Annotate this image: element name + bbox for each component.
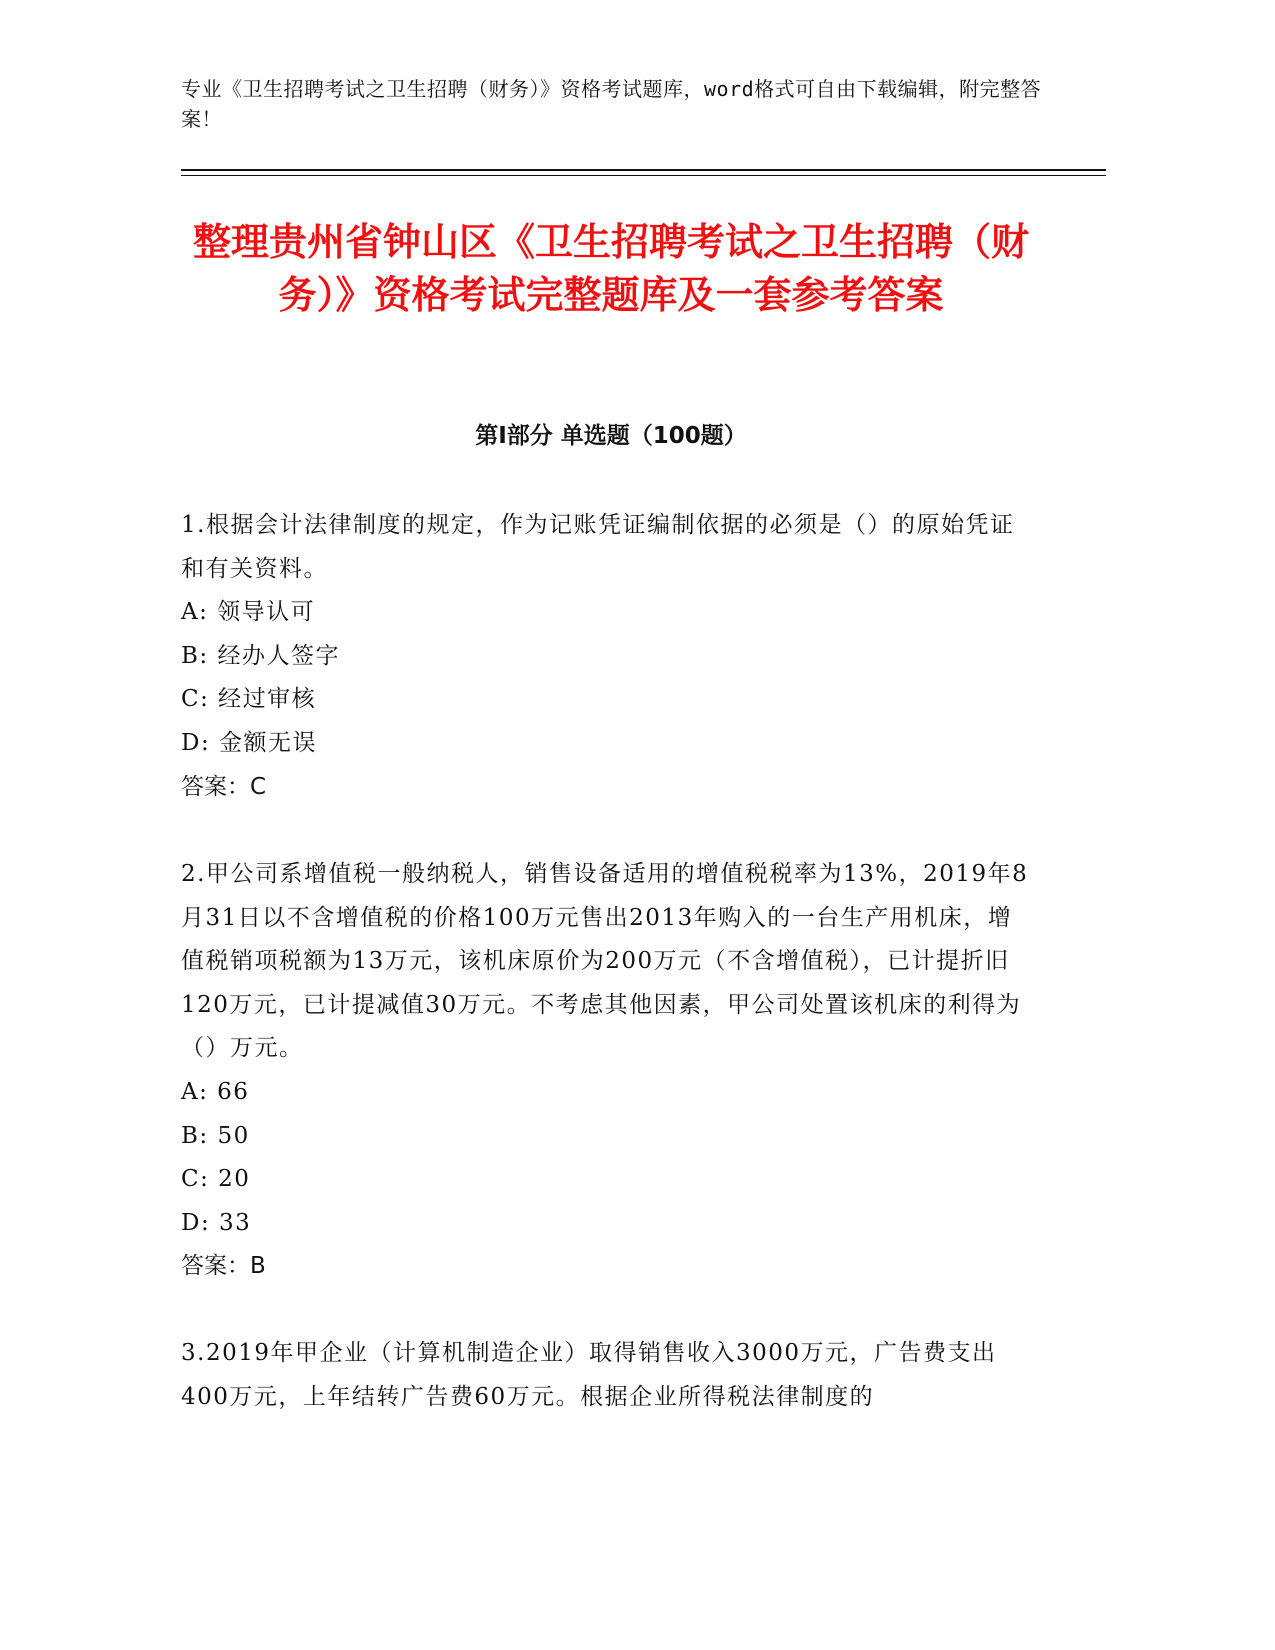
question-text: 1.根据会计法律制度的规定，作为记账凭证编制依据的必须是（）的原始凭证和有关资料。 xyxy=(181,512,1015,582)
answer: 答案：C xyxy=(181,773,267,800)
option-d: D: 金额无误 xyxy=(181,729,318,756)
header-divider-thin xyxy=(181,175,1106,176)
question-2 xyxy=(181,853,1031,1289)
option-a: A: 领导认可 xyxy=(181,599,316,626)
option-c: C: 经过审核 xyxy=(181,686,317,713)
option-a: A: 66 xyxy=(181,1078,250,1105)
section-heading: 第I部分 单选题（100题） xyxy=(475,423,747,449)
option-b: B: 50 xyxy=(181,1122,250,1149)
document-title: 整理贵州省钟山区《卫生招聘考试之卫生招聘（财务）》资格考试完整题库及一套参考答案 xyxy=(192,220,1029,317)
question-text: 2.甲公司系增值税一般纳税人，销售设备适用的增值税税率为13%，2019年8月31日以不含增值税的价格100万元售出2013年购入的一台生产用机床，增值税销项税额为13万元，该机床原价为200万元（不含增值税），已计提折旧120万元，已计提减值30万元。不考虑其他因素，甲公司处置该机床的利得为（）万元。 xyxy=(181,861,1029,1062)
option-c: C: 20 xyxy=(181,1166,251,1193)
question-text: 3.2019年甲企业（计算机制造企业）取得销售收入3000万元，广告费支出400万元，上年结转广告费60万元。根据企业所得税法律制度的 xyxy=(181,1340,997,1410)
question-1 xyxy=(181,504,1031,809)
option-b: B: 经办人签字 xyxy=(181,642,340,669)
answer: 答案：B xyxy=(181,1253,266,1280)
question-3 xyxy=(181,1332,1031,1419)
option-d: D: 33 xyxy=(181,1209,252,1236)
header-note: 专业《卫生招聘考试之卫生招聘（财务）》资格考试题库，word格式可自由下载编辑，附完整答案！ xyxy=(181,77,1042,131)
header-divider-thick xyxy=(181,169,1106,171)
